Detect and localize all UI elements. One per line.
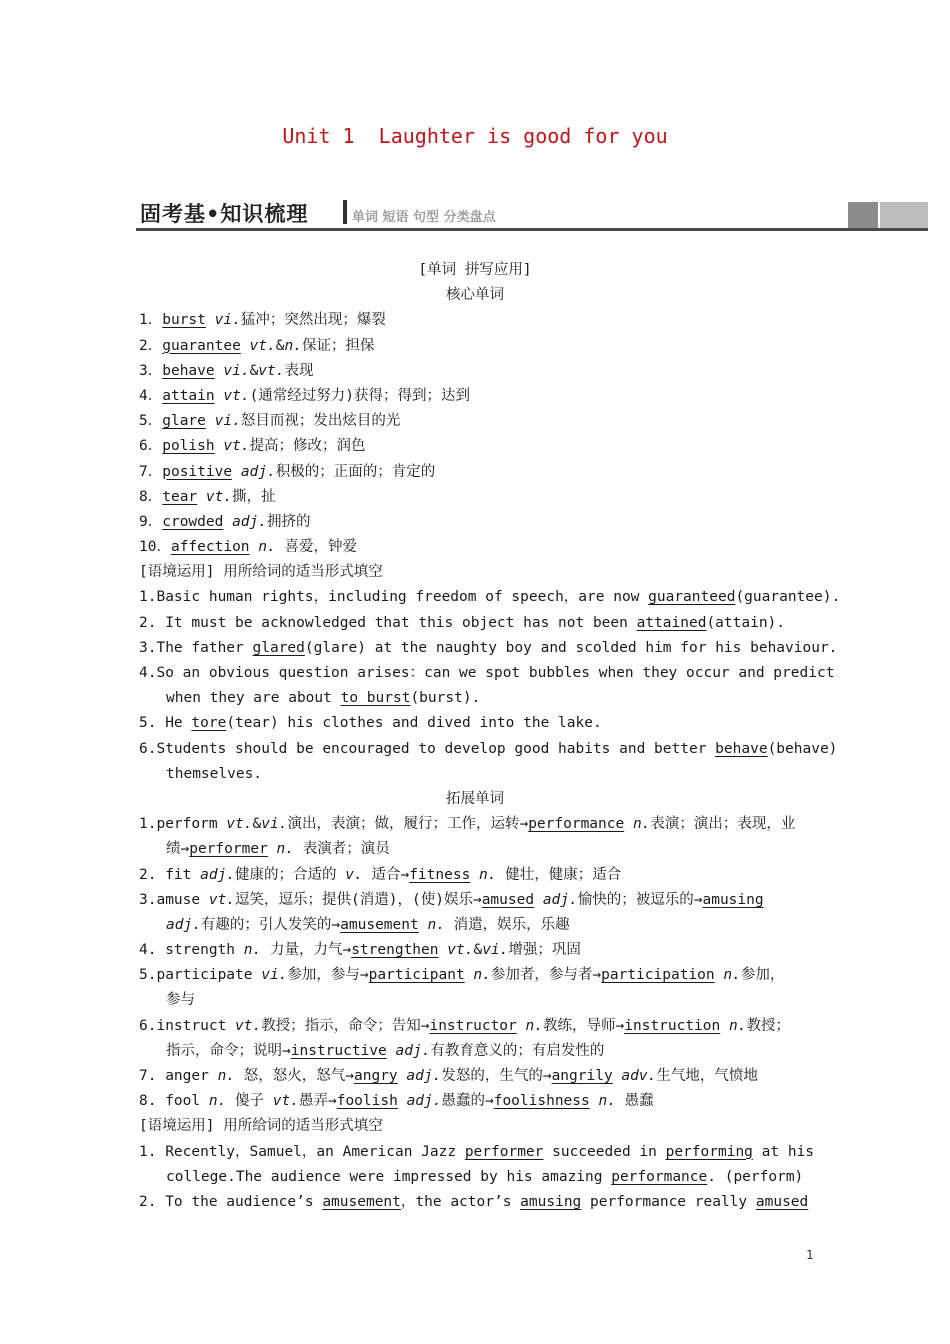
answer-word: strengthen	[351, 942, 439, 959]
part-of-speech: n.	[258, 539, 276, 556]
text-segment: 4. strength	[139, 942, 244, 959]
text-line	[139, 1089, 829, 1114]
text-segment: 4．	[139, 387, 163, 404]
answer-word: foolish	[336, 1093, 398, 1110]
text-segment: 8. fool	[139, 1093, 209, 1110]
part-of-speech: n.	[723, 967, 741, 984]
text-segment: 提高；修改；润色	[249, 438, 366, 455]
answer-word: performance	[611, 1168, 708, 1185]
text-line	[139, 409, 829, 434]
text-segment: 积极的；正面的；肯定的	[275, 463, 436, 480]
part-of-speech: n.	[598, 1093, 616, 1110]
text-segment: 消遣，娱乐，乐趣	[444, 916, 570, 933]
text-segment: 5. He	[139, 715, 192, 732]
answer-word: tear	[162, 488, 198, 505]
text-line	[139, 560, 829, 585]
text-segment	[206, 413, 215, 429]
text-segment: 1.perform	[139, 816, 227, 833]
text-line	[139, 585, 841, 610]
text-segment: (通常经过努力)获得；得到；达到	[249, 387, 471, 404]
answer-word: burst	[162, 312, 206, 329]
text-segment: (tear) his clothes and dived into the lake.	[226, 715, 602, 732]
answer-word: polish	[162, 438, 215, 455]
text-segment: 猛冲；突然出现；爆裂	[240, 312, 386, 329]
text-line	[139, 636, 838, 661]
answer-word: affection	[170, 539, 250, 556]
answer-word: instruction	[624, 1017, 721, 1034]
answer-word: behave	[715, 740, 768, 757]
answer-word: participation	[601, 967, 715, 984]
text-segment: 6.instruct	[139, 1017, 236, 1034]
answer-word: glared	[252, 639, 305, 656]
text-segment: 6.Students should be encouraged to develop good habits and better	[139, 740, 716, 757]
section-heading	[139, 787, 829, 812]
text-line	[139, 988, 829, 1013]
text-segment: 喜爱，钟爱	[275, 539, 357, 556]
text-segment: 生气地，气愤地	[656, 1068, 758, 1084]
text-segment: 怒，怒火，怒气→	[235, 1068, 355, 1084]
part-of-speech: adj.	[542, 891, 578, 908]
text-segment: 发怒的，生气的→	[441, 1068, 552, 1084]
text-segment: 1．	[139, 312, 163, 329]
text-line	[139, 434, 829, 459]
text-segment: (burst).	[410, 690, 481, 707]
part-of-speech: adj.	[406, 1093, 442, 1110]
part-of-speech: vi.	[223, 362, 250, 379]
part-of-speech: n.	[284, 337, 302, 354]
part-of-speech: n.	[427, 916, 445, 933]
text-line	[139, 535, 829, 560]
text-segment: 1. Recently，Samuel，an American Jazz	[139, 1143, 465, 1160]
section-heading	[139, 283, 829, 308]
part-of-speech: n.	[473, 967, 491, 984]
answer-word: angrily	[551, 1068, 613, 1084]
text-segment: 2．	[139, 337, 163, 354]
text-segment: 愚弄→	[298, 1093, 337, 1110]
answer-word: instructor	[429, 1017, 517, 1034]
part-of-speech: adv.	[621, 1068, 657, 1084]
part-of-speech: vi.	[261, 816, 288, 833]
part-of-speech: adj.	[232, 513, 267, 530]
text-line	[139, 1064, 829, 1089]
text-segment: succeeded in	[543, 1143, 666, 1160]
part-of-speech: n.	[208, 1093, 227, 1110]
text-segment: 逗笑，逗乐；提供(消遣)，(使)娱乐→	[235, 891, 482, 908]
text-segment: 3.amuse	[139, 891, 209, 908]
answer-word: positive	[162, 463, 233, 480]
part-of-speech: adj.	[166, 916, 201, 933]
text-segment: &	[249, 362, 259, 379]
answer-word: amused	[481, 891, 535, 908]
text-segment: 绩→	[166, 841, 190, 858]
part-of-speech: n.	[525, 1017, 543, 1034]
text-line	[139, 1114, 829, 1139]
text-segment: 2. It must be acknowledged that this object has not been	[139, 614, 637, 631]
text-segment: 8．	[139, 488, 163, 505]
answer-word: performer	[189, 841, 268, 858]
text-segment: 怒目而视；发出炫目的光	[240, 413, 401, 430]
text-segment: 参加，	[740, 967, 785, 984]
text-segment: (guarantee).	[735, 589, 841, 606]
banner-underline	[136, 228, 928, 231]
banner-decor-dark	[848, 202, 878, 228]
text-segment: (glare) at the naughty boy and scolded him for his behaviour.	[304, 639, 838, 656]
text-segment: 表现	[284, 362, 314, 379]
text-line	[139, 661, 835, 686]
part-of-speech: vi.	[482, 942, 509, 959]
text-segment: themselves.	[166, 765, 263, 782]
part-of-speech: vt.	[205, 488, 233, 505]
text-line	[139, 1190, 829, 1215]
text-segment: ，the actor’s	[400, 1193, 521, 1210]
part-of-speech: adj.	[200, 866, 236, 883]
text-line	[139, 812, 829, 837]
text-segment: 指示，命令；说明→	[166, 1042, 291, 1059]
unit-title: Unit 1 Laughter is good for you	[282, 124, 668, 148]
part-of-speech: vt.	[223, 438, 250, 455]
text-segment	[534, 892, 543, 908]
part-of-speech: vi.	[261, 967, 288, 984]
text-segment: 撕，扯	[232, 488, 276, 505]
part-of-speech: vt.	[447, 942, 474, 959]
text-segment: 表演；演出；表现，业	[650, 816, 796, 833]
banner-subheading: 单词 短语 句型 分类盘点	[352, 210, 496, 225]
answer-word: crowded	[162, 513, 224, 530]
text-line	[139, 1140, 829, 1165]
text-segment: (attain).	[706, 614, 786, 631]
answer-word: behave	[162, 362, 215, 379]
text-segment	[387, 1043, 396, 1059]
section-heading	[139, 258, 829, 283]
answer-word: foolishness	[493, 1093, 590, 1110]
text-segment: [语境运用] 用所给词的适当形式填空	[139, 1118, 383, 1135]
text-segment: 健康的；合适的	[235, 866, 346, 883]
text-segment	[250, 539, 259, 555]
text-segment: 有教育意义的；有启发性的	[430, 1042, 605, 1059]
answer-word: amusing	[520, 1193, 582, 1210]
text-line	[139, 888, 829, 913]
text-segment: 愚蠢	[615, 1093, 654, 1110]
part-of-speech: n.	[479, 866, 497, 883]
text-segment: 力量，力气→	[261, 942, 352, 959]
text-segment: &	[252, 816, 262, 833]
text-segment: 7．	[139, 463, 163, 480]
answer-word: performer	[464, 1143, 544, 1160]
text-segment: &	[473, 942, 483, 959]
text-segment: 10．	[139, 539, 171, 556]
text-segment: 5.participate	[139, 967, 262, 984]
text-segment: performance really	[581, 1193, 756, 1210]
text-line	[139, 963, 829, 988]
answer-word: attain	[162, 387, 215, 404]
text-segment: 有趣的；引人发笑的→	[200, 916, 341, 933]
answer-word: participant	[368, 967, 465, 984]
answer-word: amused	[755, 1193, 809, 1210]
part-of-speech: vi.	[214, 312, 241, 329]
text-segment: 9．	[139, 513, 163, 530]
answer-word: performing	[665, 1143, 753, 1160]
text-segment	[241, 338, 250, 354]
text-segment: [语境运用] 用所给词的适当形式填空	[139, 564, 383, 581]
text-segment: 3.The father	[139, 639, 253, 656]
text-line	[139, 711, 829, 736]
answer-word: to burst	[340, 690, 411, 707]
text-segment: 增强；巩固	[508, 942, 581, 959]
part-of-speech: vt.	[208, 891, 236, 908]
text-segment: 演出，表演；做，履行；工作，运转→	[287, 816, 529, 833]
text-segment: college.The audience were impressed by his amazing	[166, 1168, 612, 1185]
text-line	[139, 762, 829, 787]
text-segment: 教授；指示，命令；告知→	[261, 1017, 430, 1034]
answer-word: guarantee	[162, 337, 241, 354]
text-segment	[268, 841, 277, 857]
text-segment: 拥挤的	[267, 513, 311, 530]
part-of-speech: n.	[276, 841, 295, 858]
text-segment	[232, 464, 241, 480]
text-segment: 愚蠢的→	[441, 1093, 494, 1110]
text-segment: 7. anger	[139, 1068, 218, 1084]
answer-word: tore	[191, 715, 227, 732]
part-of-speech: v.	[345, 866, 363, 883]
part-of-speech: vi.	[214, 413, 241, 430]
text-line	[139, 938, 829, 963]
banner-heading: 固考基•知识梳理	[140, 202, 309, 226]
text-line	[139, 611, 829, 636]
page-number: 1	[806, 1248, 814, 1262]
answer-word: glare	[162, 413, 206, 430]
text-line	[139, 510, 829, 535]
part-of-speech: vt.	[226, 816, 253, 833]
answer-word: amusing	[702, 891, 764, 908]
answer-word: amusement	[340, 916, 419, 933]
text-segment: 6．	[139, 438, 163, 455]
text-segment: 教练，导师→	[542, 1017, 625, 1034]
banner-decor-light	[880, 202, 928, 228]
part-of-speech: vt.	[235, 1017, 262, 1034]
text-line	[139, 359, 829, 384]
part-of-speech: adj.	[240, 463, 276, 480]
text-segment: 核心单词	[446, 287, 504, 304]
text-segment: 参与	[166, 992, 195, 1009]
text-line	[139, 485, 829, 510]
part-of-speech: vt.	[223, 387, 250, 404]
text-segment: 4.So an obvious question arises：can we spot bubbles when they occur and predict	[139, 665, 835, 681]
text-segment	[470, 867, 479, 883]
part-of-speech: vt.	[272, 1093, 299, 1110]
text-segment: 1.Basic human rights，including freedom of speech，are now	[139, 589, 649, 606]
text-segment: &	[275, 337, 285, 354]
text-segment: 教授；	[746, 1017, 790, 1034]
part-of-speech: vt.	[258, 362, 285, 379]
part-of-speech: vt.	[249, 337, 276, 354]
part-of-speech: adj.	[395, 1042, 431, 1059]
text-line	[139, 460, 829, 485]
text-segment: at his	[752, 1143, 815, 1160]
text-line	[139, 308, 829, 333]
text-segment: 傻子	[226, 1093, 273, 1110]
part-of-speech: n.	[217, 1068, 236, 1084]
text-segment: 3．	[139, 362, 163, 379]
text-line	[139, 913, 829, 938]
text-segment: 参加，参与→	[287, 967, 369, 984]
text-segment	[517, 1018, 526, 1034]
text-segment: 适合→	[362, 866, 410, 883]
text-segment: 2. To the audience’s	[139, 1193, 323, 1210]
text-line	[139, 837, 829, 862]
vocabulary-content	[139, 258, 841, 1215]
answer-word: attained	[636, 614, 707, 631]
answer-word: instructive	[290, 1042, 387, 1059]
text-segment	[439, 942, 448, 958]
text-segment	[624, 816, 633, 832]
part-of-speech: n.	[728, 1017, 747, 1034]
part-of-speech: n.	[632, 816, 651, 833]
section-banner	[136, 198, 928, 232]
banner-divider	[343, 200, 347, 224]
text-segment: when they are about	[166, 690, 341, 707]
text-line	[139, 384, 829, 409]
answer-word: angry	[354, 1068, 398, 1084]
text-segment: 表演者；演员	[294, 841, 390, 858]
part-of-speech: n.	[243, 942, 262, 959]
text-segment: (behave)	[767, 740, 838, 757]
text-line	[139, 1014, 829, 1039]
text-segment	[720, 1018, 729, 1034]
text-segment	[223, 514, 232, 530]
text-segment: [单词 拼写应用]	[418, 262, 532, 278]
text-segment: 2. fit	[139, 866, 201, 883]
text-line	[139, 863, 829, 888]
text-line	[139, 1165, 829, 1190]
text-segment	[206, 312, 215, 328]
answer-word: performance	[528, 816, 625, 833]
text-segment: 拓展单词	[446, 790, 504, 807]
text-segment: 5．	[139, 413, 163, 430]
text-line	[139, 1039, 829, 1064]
text-segment: 参加者，参与者→	[490, 967, 602, 984]
answer-word: amusement	[322, 1193, 401, 1210]
text-segment: 保证；担保	[301, 337, 375, 354]
answer-word: fitness	[409, 866, 471, 883]
text-line	[139, 686, 829, 711]
text-line	[139, 737, 838, 762]
part-of-speech: adj.	[406, 1068, 442, 1084]
text-segment: 健壮，健康；适合	[496, 866, 622, 883]
text-segment: 愉快的；被逗乐的→	[577, 891, 703, 908]
text-segment: . (perform)	[707, 1168, 804, 1185]
text-segment	[398, 1093, 407, 1109]
text-segment	[197, 489, 206, 505]
answer-word: guaranteed	[648, 589, 736, 606]
text-line	[139, 334, 829, 359]
